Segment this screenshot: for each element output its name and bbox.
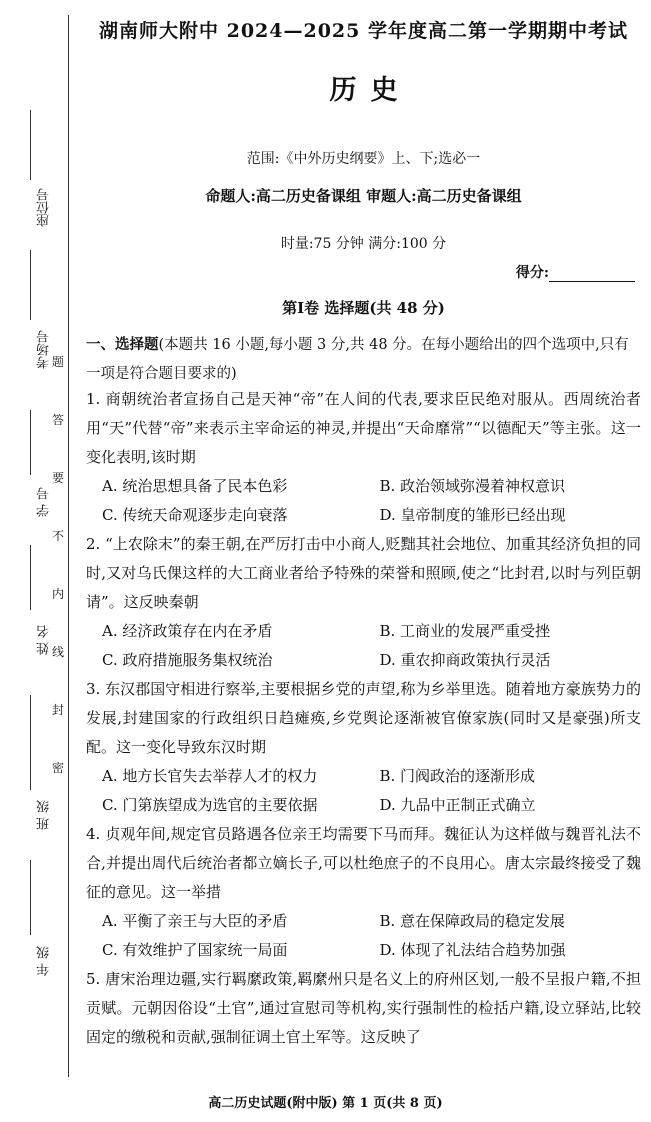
question-3 xyxy=(86,675,641,820)
seat-number-label: 座位号 xyxy=(37,188,52,227)
option-a[interactable]: A. 经济政策存在内在矛盾 xyxy=(102,622,273,640)
warning-char: 密 xyxy=(51,761,64,775)
option-d[interactable]: D. 体现了礼法结合趋势加强 xyxy=(379,941,566,959)
exam-scope: 范围:《中外历史纲要》上、下;选必一 xyxy=(246,151,481,167)
question-2 xyxy=(86,530,641,675)
exam-authors: 命题人:高二历史备课组 审题人:高二历史备课组 xyxy=(205,187,522,205)
option-a[interactable]: A. 地方长官失去举荐人才的权力 xyxy=(102,767,318,785)
score-field[interactable] xyxy=(516,262,635,282)
student-id-blank xyxy=(30,410,32,475)
option-c[interactable]: C. 政府措施服务集权统治 xyxy=(102,651,273,669)
question-stem: 3. 东汉郡国守相进行察举,主要根据乡党的声望,称为乡举里选。随着地方豪族势力的发展,封建国家的行政组织日趋瘫痪,乡党舆论逐渐被官僚家族(同时又是豪强)所支配。这一变化导致东汉时期 xyxy=(86,680,641,756)
warning-char: 内 xyxy=(51,587,64,601)
seat-number-blank xyxy=(30,110,32,180)
exam-room-label: 考场号 xyxy=(37,330,52,369)
question-stem: 2. “上农除末”的秦王朝,在严厉打击中小商人,贬黜其社会地位、加重其经济负担的同时,又对乌氏倮这样的大工商业者给予特殊的荣誉和照顾,使之“比封君,以时与列臣朝请”。这反映秦朝 xyxy=(86,535,641,611)
question-1 xyxy=(86,385,641,530)
option-b[interactable]: B. 政治领域弥漫着神权意识 xyxy=(379,477,566,495)
option-d[interactable]: D. 重农抑商政策执行灵活 xyxy=(379,651,551,669)
section-heading: 一、选择题 xyxy=(86,336,159,353)
grade-blank xyxy=(30,860,32,935)
section-header xyxy=(86,330,641,389)
grade-label: 年 级 xyxy=(37,946,52,977)
name-label: 姓 名 xyxy=(37,625,52,656)
seal-line-warning xyxy=(50,355,66,775)
option-a[interactable]: A. 平衡了亲王与大臣的矛盾 xyxy=(102,912,288,930)
section-instruction: (本题共 16 小题,每小题 3 分,共 48 分。在每小题给出的四个选项中,只有一项是符合题目要求的) xyxy=(86,337,629,382)
score-blank[interactable] xyxy=(549,267,635,282)
name-blank xyxy=(30,545,32,610)
option-c[interactable]: C. 门第族望成为选官的主要依据 xyxy=(102,796,318,814)
question-4 xyxy=(86,820,641,965)
student-id-label: 学 号 xyxy=(37,487,52,518)
warning-char: 要 xyxy=(51,471,64,485)
warning-char: 答 xyxy=(51,413,64,427)
option-b[interactable]: B. 门阀政治的逐渐形成 xyxy=(379,767,536,785)
score-label: 得分: xyxy=(515,265,549,281)
page-footer: 高二历史试题(附中版) 第 1 页(共 8 页) xyxy=(208,1096,443,1111)
exam-title: 湖南师大附中 2024—2025 学年度高二第一学期期中考试 xyxy=(99,20,628,42)
option-c[interactable]: C. 传统天命观逐步走向衰落 xyxy=(102,506,288,524)
option-a[interactable]: A. 统治思想具备了民本色彩 xyxy=(102,477,288,495)
question-stem: 5. 唐宋治理边疆,实行羁縻政策,羁縻州只是名义上的府州区划,一般不呈报户籍,不担贡赋。元朝因俗设“土官”,通过宣慰司等机构,实行强制性的检括户籍,设立驿站,比较固定的缴税和贡献,强制征调土官土军等。这反映了 xyxy=(86,970,641,1046)
class-label: 班 级 xyxy=(37,800,52,831)
warning-char: 线 xyxy=(51,645,64,659)
binding-line xyxy=(68,15,69,1077)
subject-title: 历史 xyxy=(329,75,412,106)
question-stem: 4. 贞观年间,规定官员路遇各位亲王均需要下马而拜。魏征认为这样做与魏晋礼法不合,并提出周代后统治者都立嫡长子,可以杜绝庶子的不良用心。唐太宗最终接受了魏征的意见。这一举措 xyxy=(86,825,641,901)
warning-char: 题 xyxy=(51,355,64,369)
option-d[interactable]: D. 皇帝制度的雏形已经出现 xyxy=(379,506,566,524)
question-stem: 1. 商朝统治者宣扬自己是天神“帝”在人间的代表,要求臣民绝对服从。西周统治者用“天”代替“帝”来表示主宰命运的神灵,并提出“天命靡常”“以德配天”等主张。这一变化表明,该时期 xyxy=(86,390,641,466)
question-5 xyxy=(86,965,641,1052)
exam-room-blank xyxy=(30,250,32,320)
volume-title: 第Ⅰ卷 选择题(共 48 分) xyxy=(282,299,445,317)
class-blank xyxy=(30,695,32,790)
option-b[interactable]: B. 工商业的发展严重受挫 xyxy=(379,622,551,640)
warning-char: 封 xyxy=(51,703,64,717)
option-c[interactable]: C. 有效维护了国家统一局面 xyxy=(102,941,288,959)
option-d[interactable]: D. 九品中正制正式确立 xyxy=(379,796,536,814)
warning-char: 不 xyxy=(51,529,64,543)
option-b[interactable]: B. 意在保障政局的稳定发展 xyxy=(379,912,566,930)
exam-time: 时量:75 分钟 满分:100 分 xyxy=(280,236,447,252)
